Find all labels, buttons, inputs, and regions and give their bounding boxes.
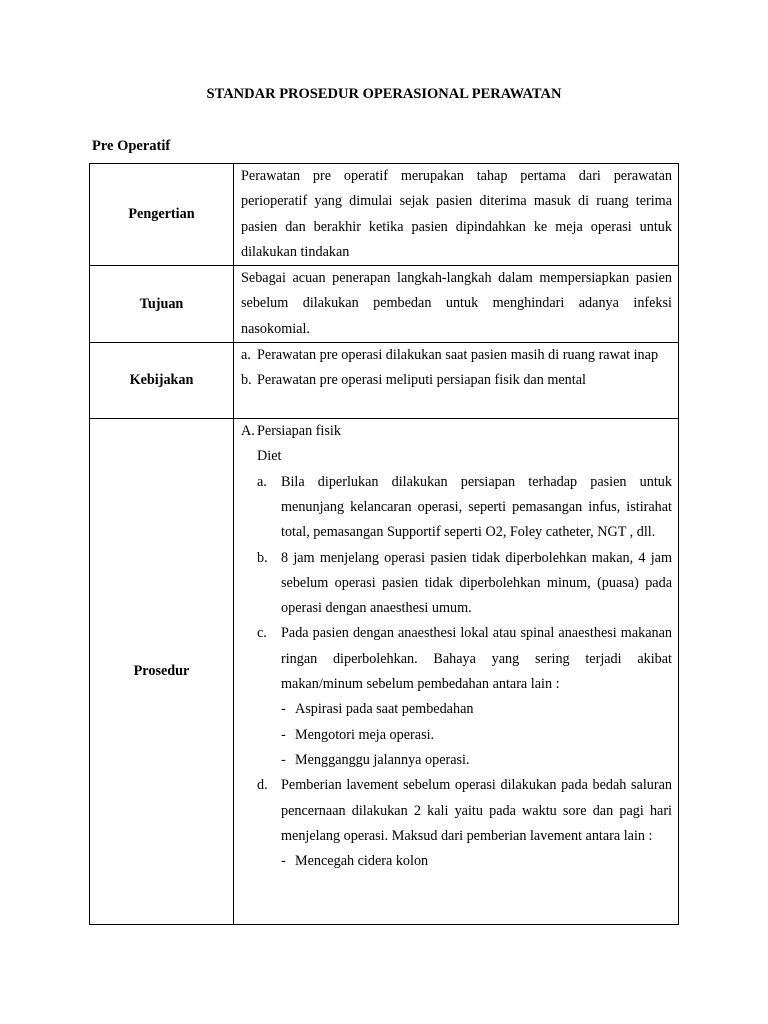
label-prosedur: Prosedur <box>90 419 234 925</box>
content-tujuan <box>234 266 679 343</box>
dash-marker: - <box>281 853 286 870</box>
list-marker: a. <box>241 347 251 364</box>
list-marker: b. <box>241 372 252 389</box>
dash-marker: - <box>281 701 286 718</box>
list-item-text: Pada pasien dengan anaesthesi lokal atau spinal anaesthesi makanan ringan diperbolehkan. Bahaya yang sering terjadi akibat makan/minum sebelum pembedahan antara lain : <box>281 625 672 693</box>
sop-table <box>89 163 679 925</box>
dash-marker: - <box>281 751 286 768</box>
table-row-prosedur <box>90 419 679 925</box>
table-row-tujuan <box>90 266 679 343</box>
document-title: STANDAR PROSEDUR OPERASIONAL PERAWATAN <box>206 86 562 102</box>
dash-item <box>281 748 672 773</box>
prosedur-body <box>241 419 672 874</box>
list-item <box>241 470 672 546</box>
prosedur-list <box>241 470 672 875</box>
table-row-pengertian <box>90 164 679 266</box>
list-marker: b. <box>257 549 268 566</box>
dash-item <box>281 849 672 874</box>
section-heading: Pre Operatif <box>92 138 171 154</box>
content-pengertian <box>234 164 679 266</box>
list-item-text: Perawatan pre operasi meliputi persiapan fisik dan mental <box>257 372 586 389</box>
list-item <box>241 343 672 368</box>
list-item <box>241 368 672 393</box>
prosedur-heading <box>241 419 672 444</box>
dash-item-text: Mengotori meja operasi. <box>295 726 435 743</box>
dash-item-text: Aspirasi pada saat pembedahan <box>295 701 474 718</box>
label-tujuan: Tujuan <box>90 266 234 343</box>
kebijakan-list <box>241 343 672 394</box>
heading-marker: A. <box>241 423 255 440</box>
list-marker: c. <box>257 625 267 642</box>
dash-list <box>281 697 672 773</box>
list-item-text: Perawatan pre operasi dilakukan saat pasien masih di ruang rawat inap <box>257 347 659 364</box>
list-item-text: Bila diperlukan dilakukan persiapan terhadap pasien untuk menunjang kelancaran operasi, seperti pemasangan infus, istirahat total, pemasangan Supportif seperti O2, Foley catheter, NGT , dll. <box>281 473 672 541</box>
list-marker: a. <box>257 473 267 490</box>
list-item <box>241 773 672 874</box>
list-item <box>241 621 672 773</box>
dash-item <box>281 697 672 722</box>
list-item-text: Pemberian lavement sebelum operasi dilakukan pada bedah saluran pencernaan dilakukan 2 kali yaitu pada waktu sore dan pagi hari menjelang operasi. Maksud dari pemberian lavement antara lain : <box>281 777 672 844</box>
dash-item-text: Mencegah cidera kolon <box>295 853 429 870</box>
table-row-kebijakan <box>90 343 679 419</box>
content-prosedur <box>234 419 679 925</box>
list-marker: d. <box>257 777 268 794</box>
label-kebijakan: Kebijakan <box>90 343 234 419</box>
list-item-text: 8 jam menjelang operasi pasien tidak diperbolehkan makan, 4 jam sebelum operasi pasien tidak diperbolehkan minum, (puasa) pada operasi dengan anaesthesi umum. <box>281 549 672 617</box>
dash-marker: - <box>281 726 286 743</box>
content-kebijakan <box>234 343 679 419</box>
list-item <box>241 546 672 622</box>
dash-list <box>281 849 672 874</box>
heading-text: Persiapan fisik <box>257 423 341 440</box>
pengertian-text: Perawatan pre operatif merupakan tahap pertama dari perawatan perioperatif yang dimulai sejak pasien diterima masuk di ruang terima pasien dan berakhir ketika pasien dipindahkan ke meja operasi untuk dilakukan tindakan <box>241 168 672 260</box>
label-pengertian: Pengertian <box>90 164 234 266</box>
dash-item <box>281 723 672 748</box>
dash-item-text: Mengganggu jalannya operasi. <box>295 751 470 768</box>
tujuan-text: Sebagai acuan penerapan langkah-langkah dalam mempersiapkan pasien sebelum dilakukan pembedan untuk menghindari adanya infeksi nasokomial. <box>241 270 672 337</box>
prosedur-subheading: Diet <box>257 448 282 465</box>
